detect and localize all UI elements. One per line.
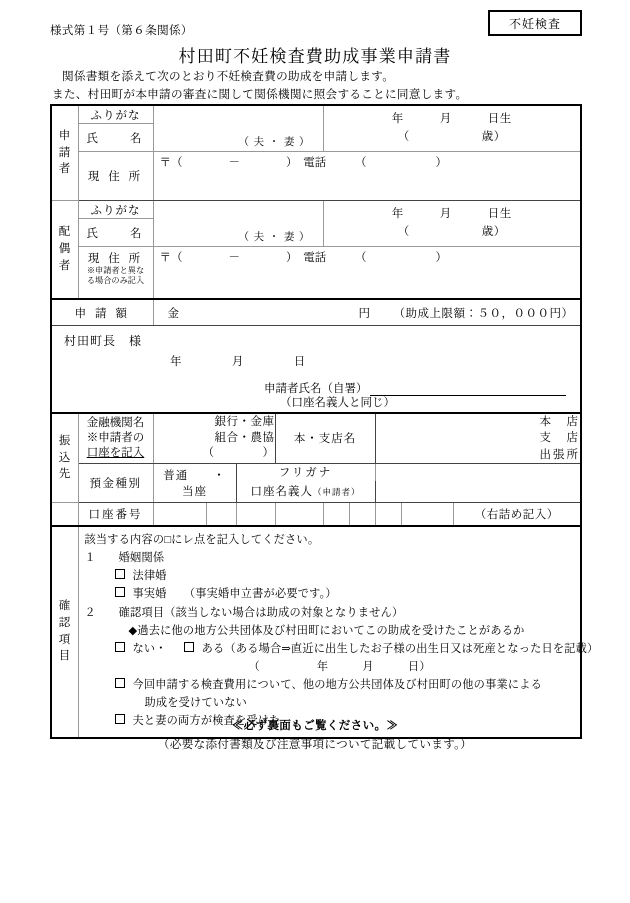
checkbox-no-other-subsidy-label: 今回申請する検査費用について、他の地方公共団体及び村田町の他の事業による: [132, 679, 543, 692]
checkbox-row-legal-marriage[interactable]: [115, 567, 581, 585]
spouse-address-label: 現 住 所 ※申請者と異な る場合のみ記入: [78, 247, 153, 300]
stamp-box: [488, 10, 582, 36]
spouse-furigana-label: ふりがな: [78, 201, 153, 219]
applicant-birthdate-field[interactable]: [323, 105, 581, 152]
checkbox-no-other-subsidy-label-line2: 助成を受けていない: [144, 697, 247, 710]
spouse-furigana-field[interactable]: [153, 201, 323, 219]
signature-input-line[interactable]: [370, 383, 566, 396]
amount-yen-prefix: 金: [167, 308, 179, 320]
bank-section-label-spacer: [51, 502, 78, 526]
checkbox-row-common-law-marriage[interactable]: [115, 585, 581, 603]
account-number-digit-8[interactable]: [401, 502, 453, 526]
applicant-husband-wife-choice[interactable]: （ 夫 ・ 妻 ）: [238, 137, 311, 148]
checkbox-prior-subsidy-none-label: ない・: [132, 642, 167, 655]
account-holder-label: 口座名義人（申請者）: [236, 481, 375, 503]
confirmation-item2-heading: ２ 確認項目（該当しない場合は助成の対象となりません）: [84, 606, 404, 619]
signature-label: 申請者氏名（自署）: [264, 383, 368, 395]
mayor-addressee: 村田町長 様: [64, 334, 143, 348]
applicant-furigana-label: ふりがな: [78, 105, 153, 124]
branch-kind-3: 出張所: [539, 448, 580, 461]
footer-line-1: ≪必ず裏面もご覧ください。≫: [231, 719, 399, 732]
branch-kind-2: 支 店: [539, 432, 580, 445]
spouse-name-label: 氏 名: [78, 219, 153, 247]
confirmation-item1-heading: １ 婚姻関係: [84, 552, 165, 565]
bank-section-label: 振 込 先: [51, 413, 78, 502]
checkbox-no-other-subsidy[interactable]: [115, 678, 125, 688]
checkbox-common-law-marriage-label: 事実婚 （事実婚申立書が必要です。）: [132, 588, 337, 601]
account-furigana-label: フリガナ: [236, 463, 375, 481]
account-number-digit-1[interactable]: [153, 502, 206, 526]
date-year-label: 年: [170, 356, 183, 368]
checkbox-prior-subsidy-yes[interactable]: [184, 642, 194, 652]
form-number: 様式第１号（第６条関係）: [50, 25, 193, 37]
account-number-digit-5[interactable]: [323, 502, 349, 526]
applicant-age-line: （ 歳）: [397, 130, 506, 143]
application-date-field[interactable]: [170, 353, 306, 369]
spouse-postal-tel: 〒（ － ） 電話 （ ）: [159, 252, 447, 264]
applicant-furigana-field[interactable]: [153, 105, 323, 124]
application-form-table: [50, 104, 599, 739]
account-number-digit-3[interactable]: [236, 502, 275, 526]
applicant-address-label: 現 住 所: [78, 152, 153, 201]
account-number-digit-6[interactable]: [349, 502, 375, 526]
intro-line-2: また、村田町が本申請の審査に関して関係機関に照会することに同意します。: [52, 87, 468, 101]
stamp-label: 不妊検査: [508, 16, 561, 31]
deposit-type-options[interactable]: 普通 ・ 当座: [153, 463, 236, 502]
confirmation-content: [78, 526, 599, 738]
spouse-birthdate-field[interactable]: [323, 201, 581, 247]
bank-kind-2: 組合・農協: [214, 431, 275, 444]
account-number-label: 口座番号: [78, 502, 153, 526]
footer-notice: [0, 716, 630, 754]
applicant-birthdate-line1: 年 月 日生: [391, 113, 512, 126]
account-number-note: （右詰め記入）: [453, 502, 581, 526]
account-number-digit-7[interactable]: [375, 502, 401, 526]
signature-note: （口座名義人と同じ）: [280, 397, 395, 409]
account-number-digit-4[interactable]: [275, 502, 323, 526]
spouse-birthdate-line1: 年 月 日生: [391, 208, 512, 221]
checkbox-row-no-other-subsidy[interactable]: [115, 676, 581, 694]
branch-name-label: 本・支店名: [275, 413, 375, 463]
bank-institution-label: 金融機関名 ※申請者の 口座を記入: [78, 413, 153, 463]
checkbox-prior-subsidy-none[interactable]: [115, 642, 125, 652]
amount-label: 申 請 額: [51, 299, 153, 326]
mayor-signature-block: [51, 326, 581, 414]
bank-kind-1: 銀行・金庫: [214, 416, 275, 429]
applicant-section-label: 申 請 者: [51, 105, 78, 201]
intro-line-1: 関係書類を添えて次のとおり不妊検査費の助成を申請します。: [62, 70, 395, 83]
checkbox-legal-marriage-label: 法律婚: [132, 570, 167, 583]
account-furigana-field[interactable]: [375, 463, 581, 481]
amount-limit-note: （助成上限額：５０，０００円）: [393, 308, 574, 320]
spouse-address-field[interactable]: [153, 247, 581, 300]
checkbox-prior-subsidy-yes-label: ある（ある場合⇒直近に出生したお子様の出生日又は死産となった日を記載）: [201, 642, 599, 655]
page-title: 村田町不妊検査費助成事業申請書: [178, 47, 452, 66]
confirmation-item2-bullet: ◆過去に他の地方公共団体及び村田町においてこの助成を受けたことがあるか: [128, 624, 525, 637]
date-day-label: 日: [293, 356, 307, 368]
footer-line-2: （必要な添付書類及び注意事項について記載しています。）: [157, 738, 473, 752]
account-holder-field[interactable]: [375, 481, 581, 503]
checkbox-both-examined-label: 夫と妻の両方が検査を受けた: [132, 715, 281, 728]
spouse-name-field[interactable]: [153, 219, 323, 247]
prior-subsidy-date-field[interactable]: （ 年 月 日）: [248, 660, 431, 673]
date-month-label: 月: [231, 356, 245, 368]
checkbox-row-prior-subsidy[interactable]: [115, 640, 599, 658]
account-number-digit-2[interactable]: [206, 502, 236, 526]
applicant-name-field[interactable]: [153, 124, 323, 152]
checkbox-legal-marriage[interactable]: [115, 569, 125, 579]
branch-kind-1: 本 店: [539, 416, 580, 428]
bank-institution-field[interactable]: [153, 413, 275, 463]
spouse-address-note-1: ※申請者と異な: [86, 266, 145, 275]
intro-paragraph: [52, 68, 468, 104]
spouse-age-line: （ 歳）: [397, 225, 506, 238]
confirmation-section-label: 確 認 項 目: [51, 526, 78, 738]
deposit-type-label: 預金種別: [78, 463, 153, 502]
applicant-postal-tel: 〒（ － ） 電話 （ ）: [159, 157, 447, 169]
spouse-husband-wife-choice[interactable]: （ 夫 ・ 妻 ）: [238, 232, 311, 243]
applicant-name-label: 氏 名: [78, 124, 153, 152]
amount-yen-suffix: 円: [358, 308, 370, 320]
amount-field[interactable]: [153, 299, 581, 326]
confirmation-instruction: 該当する内容の□にレ点を記入してください。: [84, 533, 320, 546]
spouse-section-label: 配 偶 者: [51, 201, 78, 300]
branch-name-field[interactable]: [375, 413, 581, 463]
checkbox-common-law-marriage[interactable]: [115, 587, 125, 597]
applicant-address-field[interactable]: [153, 152, 581, 201]
spouse-address-note-2: る場合のみ記入: [86, 275, 145, 285]
bank-kind-3: （ ）: [202, 447, 275, 460]
